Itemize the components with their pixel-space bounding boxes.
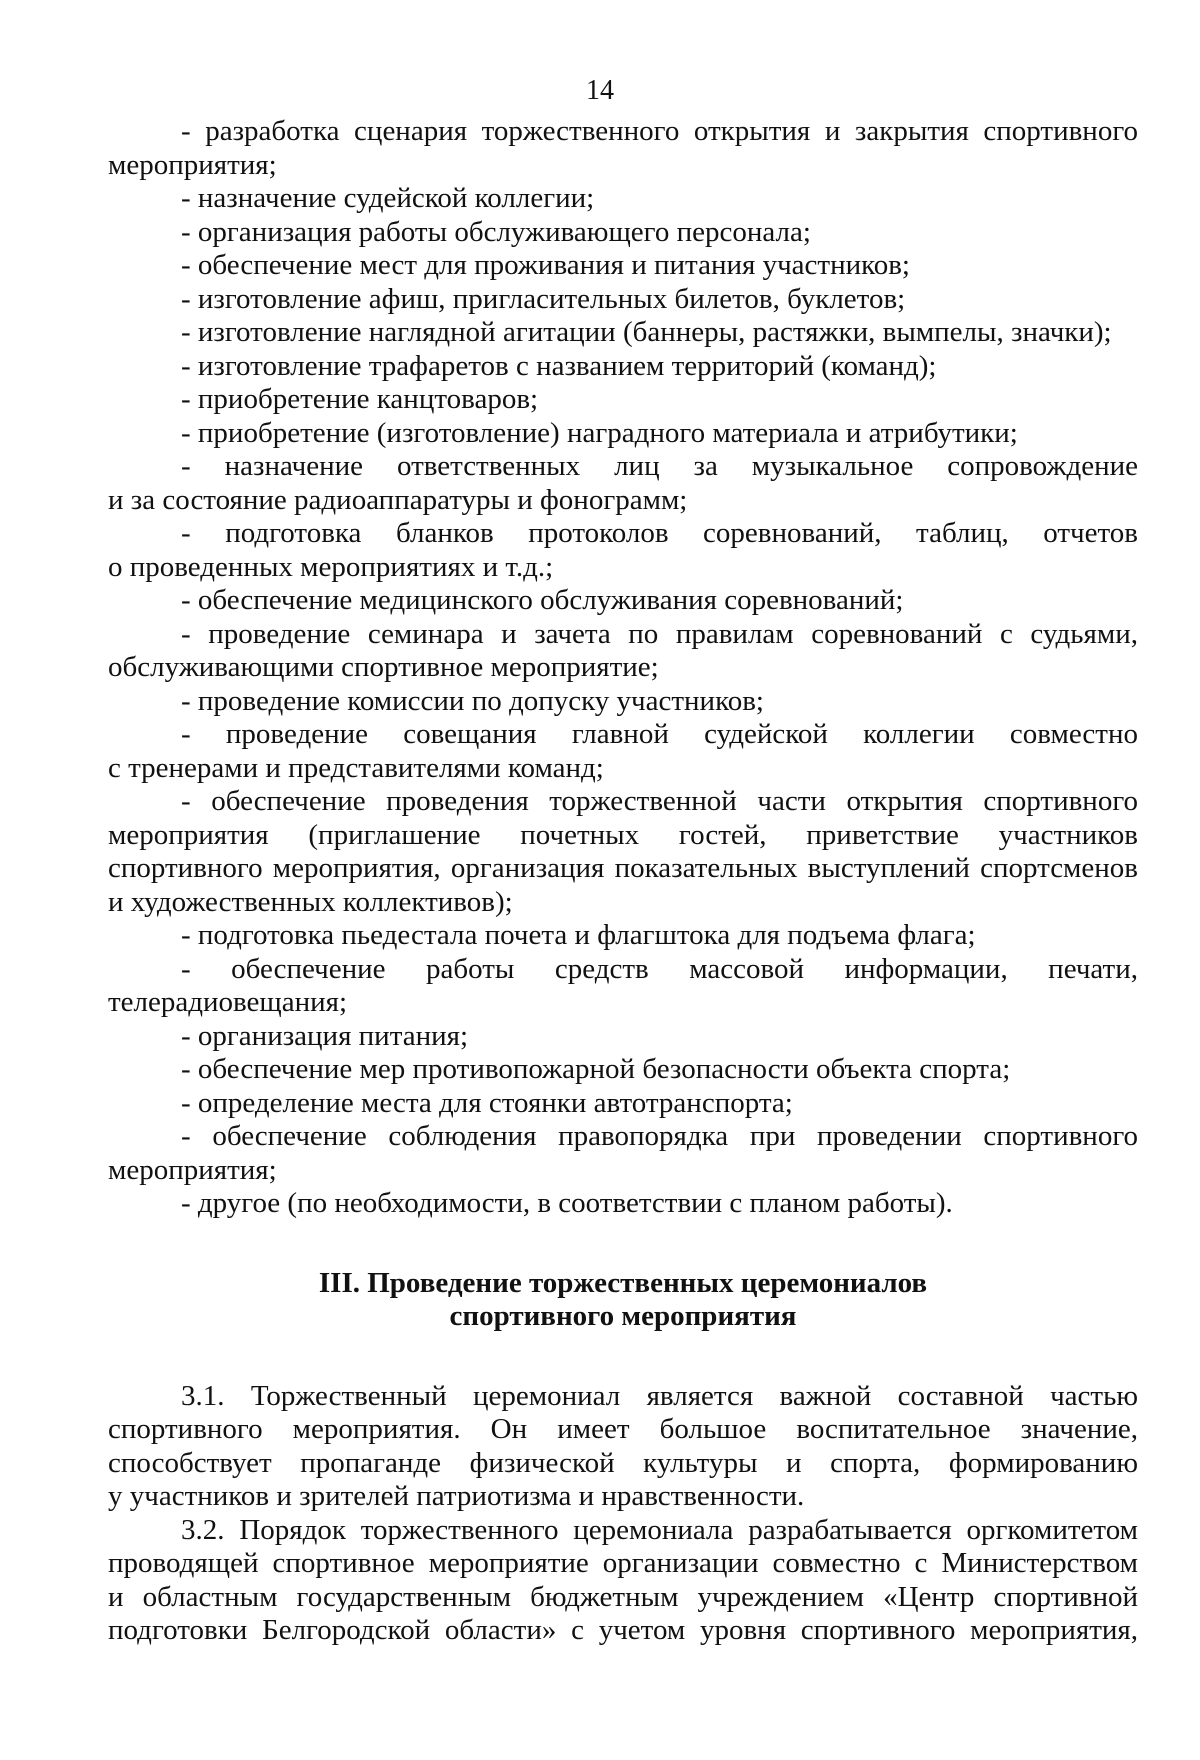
list-item	[108, 316, 1138, 350]
list-line: и за состояние радиоаппаратуры и фонограмм;	[108, 483, 688, 516]
list-line: - обеспечение работы средств массовой информации, печати,	[181, 952, 1138, 985]
list-item	[108, 517, 1138, 584]
list-line: - обеспечение мест для проживания и питания участников;	[181, 249, 910, 281]
list-line: мероприятия;	[108, 148, 277, 181]
list-line: мероприятия;	[108, 1153, 277, 1186]
list-line: - организация работы обслуживающего персонала;	[181, 215, 811, 248]
list-line: - обеспечение проведения торжественной части открытия спортивного	[181, 785, 1138, 817]
paragraph-line: 3.1. Торжественный церемониал является важной составной частью	[181, 1379, 1138, 1412]
list-item	[108, 350, 1138, 384]
list-line: - обеспечение соблюдения правопорядка при проведении спортивного	[181, 1120, 1138, 1152]
list-item	[108, 685, 1138, 719]
list-item	[108, 718, 1138, 785]
list-line: - проведение совещания главной судейской коллегии совместно	[181, 718, 1138, 750]
task-list	[108, 115, 1138, 1221]
list-line: - приобретение канцтоваров;	[181, 383, 539, 415]
paragraph-item	[108, 1380, 1138, 1514]
list-item	[108, 1187, 1138, 1221]
section-heading	[108, 1267, 1138, 1334]
list-line: - проведение семинара и зачета по правилам соревнований с судьями,	[181, 617, 1138, 650]
list-line: - приобретение (изготовление) наградного материала и атрибутики;	[181, 416, 1018, 449]
paragraph-item	[108, 1514, 1138, 1648]
list-line: - разработка сценария торжественного открытия и закрытия спортивного	[181, 115, 1138, 147]
paragraph-line: проводящей спортивное мероприятие организации совместно с Министерством	[108, 1547, 1138, 1579]
list-item	[108, 115, 1138, 182]
section-paragraphs	[108, 1380, 1138, 1648]
list-item	[108, 1053, 1138, 1087]
list-line: - обеспечение мер противопожарной безопасности объекта спорта;	[181, 1053, 1011, 1085]
list-line: и художественных коллективов);	[108, 885, 513, 918]
list-line: - изготовление трафаретов с названием территорий (команд);	[181, 349, 937, 382]
list-line: с тренерами и представителями команд;	[108, 751, 604, 784]
list-line: - другое (по необходимости, в соответствии с планом работы).	[181, 1187, 953, 1219]
section-heading-line-2: спортивного мероприятия	[449, 1300, 797, 1332]
list-line: о проведенных мероприятиях и т.д.;	[108, 550, 554, 583]
list-item	[108, 584, 1138, 618]
list-line: - обеспечение медицинского обслуживания соревнований;	[181, 584, 904, 616]
list-item	[108, 1020, 1138, 1054]
document-body	[108, 115, 1138, 1648]
paragraph-line: 3.2. Порядок торжественного церемониала разрабатывается оргкомитетом	[181, 1513, 1138, 1546]
list-line: спортивного мероприятия, организация показательных выступлений спортсменов	[108, 852, 1138, 884]
list-item	[108, 1087, 1138, 1121]
list-line: - изготовление афиш, пригласительных билетов, буклетов;	[181, 282, 906, 315]
list-line: - проведение комиссии по допуску участников;	[181, 684, 764, 717]
list-line: мероприятия (приглашение почетных гостей, приветствие участников	[108, 818, 1138, 851]
list-item	[108, 216, 1138, 250]
paragraph-line: подготовки Белгородской области» с учетом уровня спортивного мероприятия,	[108, 1614, 1138, 1646]
list-line: - изготовление наглядной агитации (баннеры, растяжки, вымпелы, значки);	[181, 316, 1112, 348]
list-line: - подготовка пьедестала почета и флагштока для подъема флага;	[181, 919, 976, 951]
paragraph-line: способствует пропаганде физической культуры и спорта, формированию	[108, 1446, 1138, 1479]
list-item	[108, 249, 1138, 283]
paragraph-line: и областным государственным бюджетным учреждением «Центр спортивной	[108, 1580, 1138, 1613]
section-heading-line-1: III. Проведение торжественных церемониалов	[318, 1266, 928, 1299]
list-item	[108, 417, 1138, 451]
list-line: - назначение судейской коллегии;	[181, 182, 595, 214]
list-item	[108, 1120, 1138, 1187]
list-line: - определение места для стоянки автотранспорта;	[181, 1086, 793, 1119]
list-line: обслуживающими спортивное мероприятие;	[108, 651, 659, 683]
paragraph-line: спортивного мероприятия. Он имеет большое воспитательное значение,	[108, 1413, 1138, 1445]
list-item	[108, 919, 1138, 953]
list-item	[108, 182, 1138, 216]
list-item	[108, 450, 1138, 517]
list-item	[108, 283, 1138, 317]
list-item	[108, 618, 1138, 685]
list-item	[108, 785, 1138, 919]
list-line: - организация питания;	[181, 1019, 469, 1052]
paragraph-line: у участников и зрителей патриотизма и нравственности.	[108, 1480, 805, 1512]
list-line: телерадиовещания;	[108, 986, 348, 1018]
page-number: 14	[586, 75, 614, 106]
list-line: - подготовка бланков протоколов соревнований, таблиц, отчетов	[181, 517, 1138, 549]
list-item	[108, 383, 1138, 417]
list-line: - назначение ответственных лиц за музыкальное сопровождение	[181, 450, 1138, 482]
list-item	[108, 953, 1138, 1020]
